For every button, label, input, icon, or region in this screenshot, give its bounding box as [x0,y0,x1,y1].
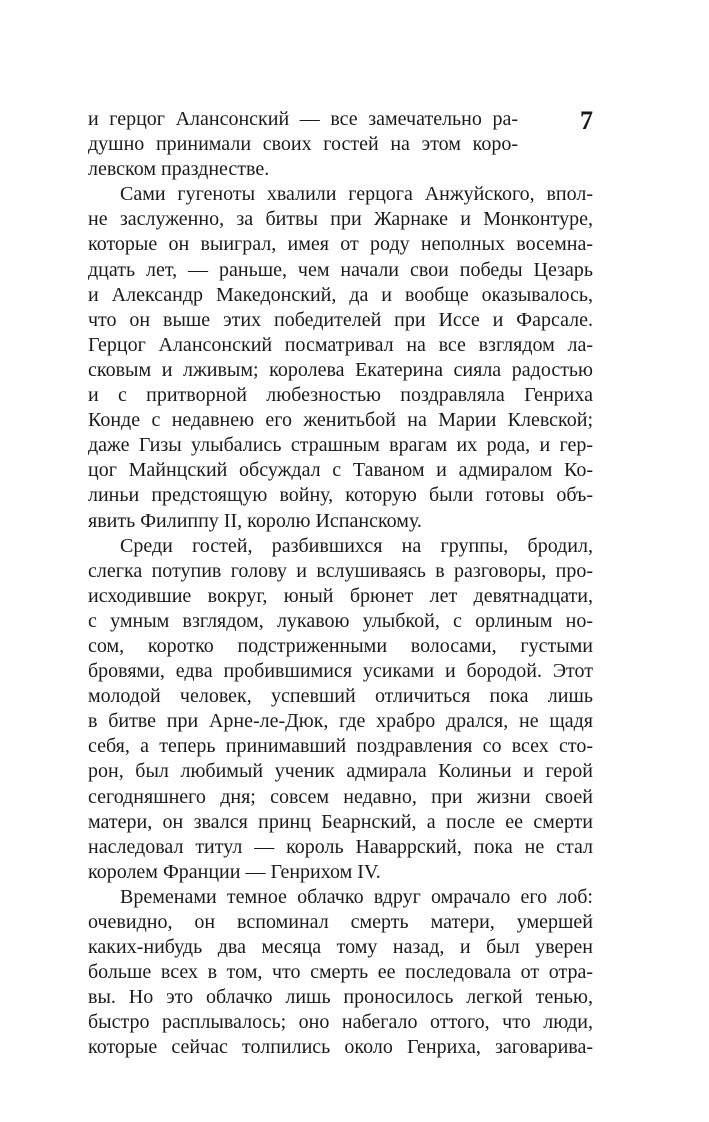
text-line: рон, был любимый ученик адмирала Колиньи и герой [88,760,593,783]
text-line: и Александр Македонский, да и вообще оказывалось, [88,283,593,306]
text-line: Временами темное облачко вдруг омрачало его лоб: [120,885,593,908]
text-line: сегодняшнего дня; совсем недавно, при жизни своей [88,785,593,808]
text-line: Сами гугеноты хвалили герцога Анжуйского, впол- [120,183,593,206]
text-line: даже Гизы улыбались страшным врагам их рода, и гер- [88,434,593,457]
text-line: в битве при Арне-ле-Дюк, где храбро дрался, не щадя [88,710,593,733]
text-line: цог Майнцский обсуждал с Таваном и адмиралом Ко- [88,459,593,482]
text-line: сом, коротко подстриженными волосами, густыми [88,634,593,657]
text-line: Герцог Алансонский посматривал на все взглядом ла- [88,333,593,356]
paragraph-2 [88,182,593,533]
paragraph-1 [88,107,593,182]
text-line: и герцог Алансонский — все замечательно ра- [88,108,518,130]
text-line: больше всех в том, что смерть ее последовала от отра- [88,961,593,984]
text-line: бровями, едва пробившимися усиками и бородой. Этот [88,660,593,683]
text-line: не заслуженно, за битвы при Жарнаке и Монконтуре, [88,208,593,231]
text-line: что он выше этих победителей при Иссе и Фарсале. [88,308,593,331]
text-line: с умным взглядом, лукавою улыбкой, с орлиным но- [88,609,593,632]
text-line: вы. Но это облачко лишь проносилось легкой тенью, [88,986,593,1009]
paragraph-3 [88,534,593,885]
text-line: Среди гостей, разбившихся на группы, бродил, [120,534,593,557]
text-line: каких-нибудь два месяца тому назад, и был уверен [88,936,593,959]
text-line: левском празднестве. [88,158,270,181]
text-line: наследовал титул — король Наваррский, пока не стал [88,835,593,858]
text-line: быстро расплывалось; оно набегало оттого, что люди, [88,1011,593,1034]
text-line: матери, он звался принц Беарнский, а после ее смерти [88,810,593,833]
text-line: линьи предстоящую войну, которую были готовы объ- [88,484,593,507]
text-line: очевидно, он вспоминал смерть матери, умершей [88,911,593,933]
text-line: душно принимали своих гостей на этом коро- [88,133,518,156]
text-line: и с притворной любезностью поздравляла Генриха [88,384,593,407]
text-line: исходившие вокруг, юный брюнет лет девятнадцати, [88,584,593,607]
body-text [88,107,593,1061]
text-line: явить Филиппу II, королю Испанскому. [88,509,422,532]
page-number: 7 [580,106,593,135]
text-line: себя, а теперь принимавший поздравления со всех сто- [88,735,593,758]
text-line: дцать лет, — раньше, чем начали свои победы Цезарь [88,258,593,281]
text-line: сковым и лживым; королева Екатерина сияла радостью [88,358,593,381]
text-line: слегка потупив голову и вслушиваясь в разговоры, про- [88,559,593,582]
text-line: молодой человек, успевший отличиться пока лишь [88,685,593,708]
text-line: королем Франции — Генрихом IV. [88,860,381,883]
text-line: которые он выиграл, имея от роду неполных восемна- [88,233,593,256]
text-line: Конде с недавнею его женитьбой на Марии Клевской; [88,409,593,432]
paragraph-4 [88,885,593,1061]
text-line: которые сейчас толпились около Генриха, заговарива- [88,1036,593,1059]
